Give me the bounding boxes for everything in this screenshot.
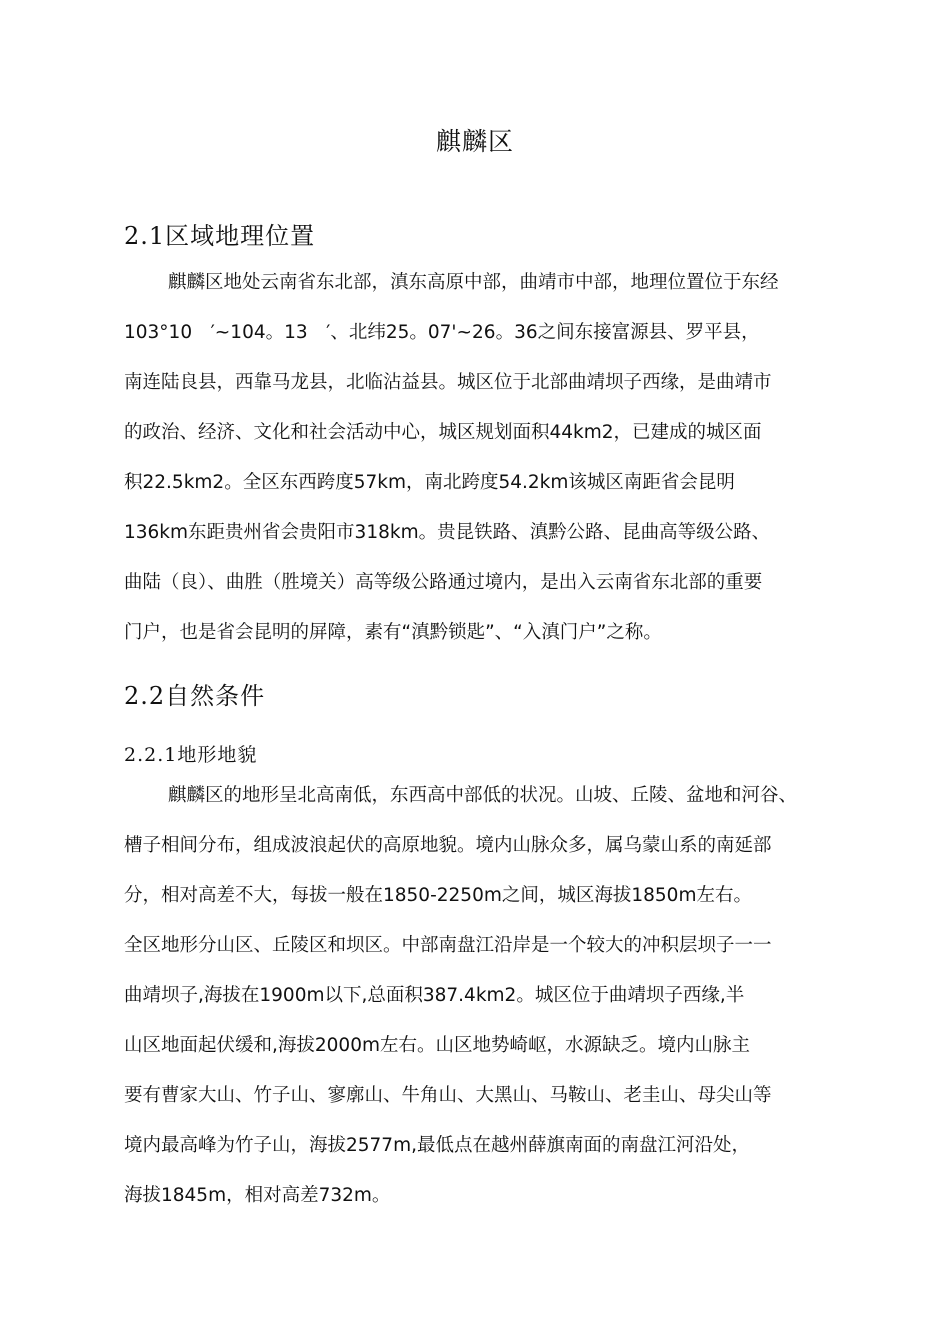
- paragraph-line: 曲陆（良）、曲胜（胜境关）高等级公路通过境内，是出入云南省东北部的重要: [124, 572, 763, 593]
- paragraph-line: 103°10 ′~104。13 ′、北纬25。07'~26。36之间东接富源县、罗平县，: [124, 322, 760, 343]
- paragraph-line: 麒麟区地处云南省东北部，滇东高原中部，曲靖市中部，地理位置位于东经: [168, 272, 779, 293]
- document-title: 麒麟区: [435, 127, 514, 156]
- paragraph-line: 海拔1845m，相对高差732m。: [124, 1185, 391, 1206]
- section-heading-location: 2.1区域地理位置: [124, 222, 316, 250]
- paragraph-line: 境内最高峰为竹子山，海拔2577m,最低点在越州薛旗南面的南盘江河沿处，: [124, 1135, 750, 1156]
- paragraph-line: 全区地形分山区、丘陵区和坝区。中部南盘江沿岸是一个较大的冲积层坝子一一: [124, 935, 772, 956]
- paragraph-line: 山区地面起伏缓和,海拔2000m左右。山区地势崎岖，水源缺乏。境内山脉主: [124, 1035, 750, 1056]
- paragraph-terrain: [124, 771, 852, 1221]
- paragraph-line: 136km东距贵州省会贵阳市318km。贵昆铁路、滇黔公路、昆曲高等级公路、: [124, 522, 771, 543]
- paragraph-line: 南连陆良县，西靠马龙县，北临沾益县。城区位于北部曲靖坝子西缘，是曲靖市: [124, 372, 772, 393]
- paragraph-line: 麒麟区的地形呈北高南低，东西高中部低的状况。山坡、丘陵、盆地和河谷、: [168, 785, 798, 806]
- paragraph-location: [124, 258, 852, 658]
- paragraph-line: 分，相对高差不大，每拔一般在1850-2250m之间，城区海拔1850m左右。: [124, 885, 752, 906]
- subsection-heading-terrain: 2.2.1地形地貌: [124, 744, 258, 766]
- paragraph-line: 要有曹家大山、竹子山、寥廓山、牛角山、大黑山、马鞍山、老圭山、母尖山等: [124, 1085, 772, 1106]
- paragraph-line: 曲靖坝子,海拔在1900m以下,总面积387.4km2。城区位于曲靖坝子西缘,半: [124, 985, 745, 1006]
- paragraph-line: 槽子相间分布，组成波浪起伏的高原地貌。境内山脉众多，属乌蒙山系的南延部: [124, 835, 772, 856]
- paragraph-line: 积22.5km2。全区东西跨度57km，南北跨度54.2km该城区南距省会昆明: [124, 472, 735, 493]
- section-heading-natural: 2.2自然条件: [124, 682, 266, 710]
- paragraph-line: 门户，也是省会昆明的屏障，素有“滇黔锁匙”、“入滇门户”之称。: [124, 622, 662, 643]
- paragraph-line: 的政治、经济、文化和社会活动中心，城区规划面积44km2，已建成的城区面: [124, 422, 762, 443]
